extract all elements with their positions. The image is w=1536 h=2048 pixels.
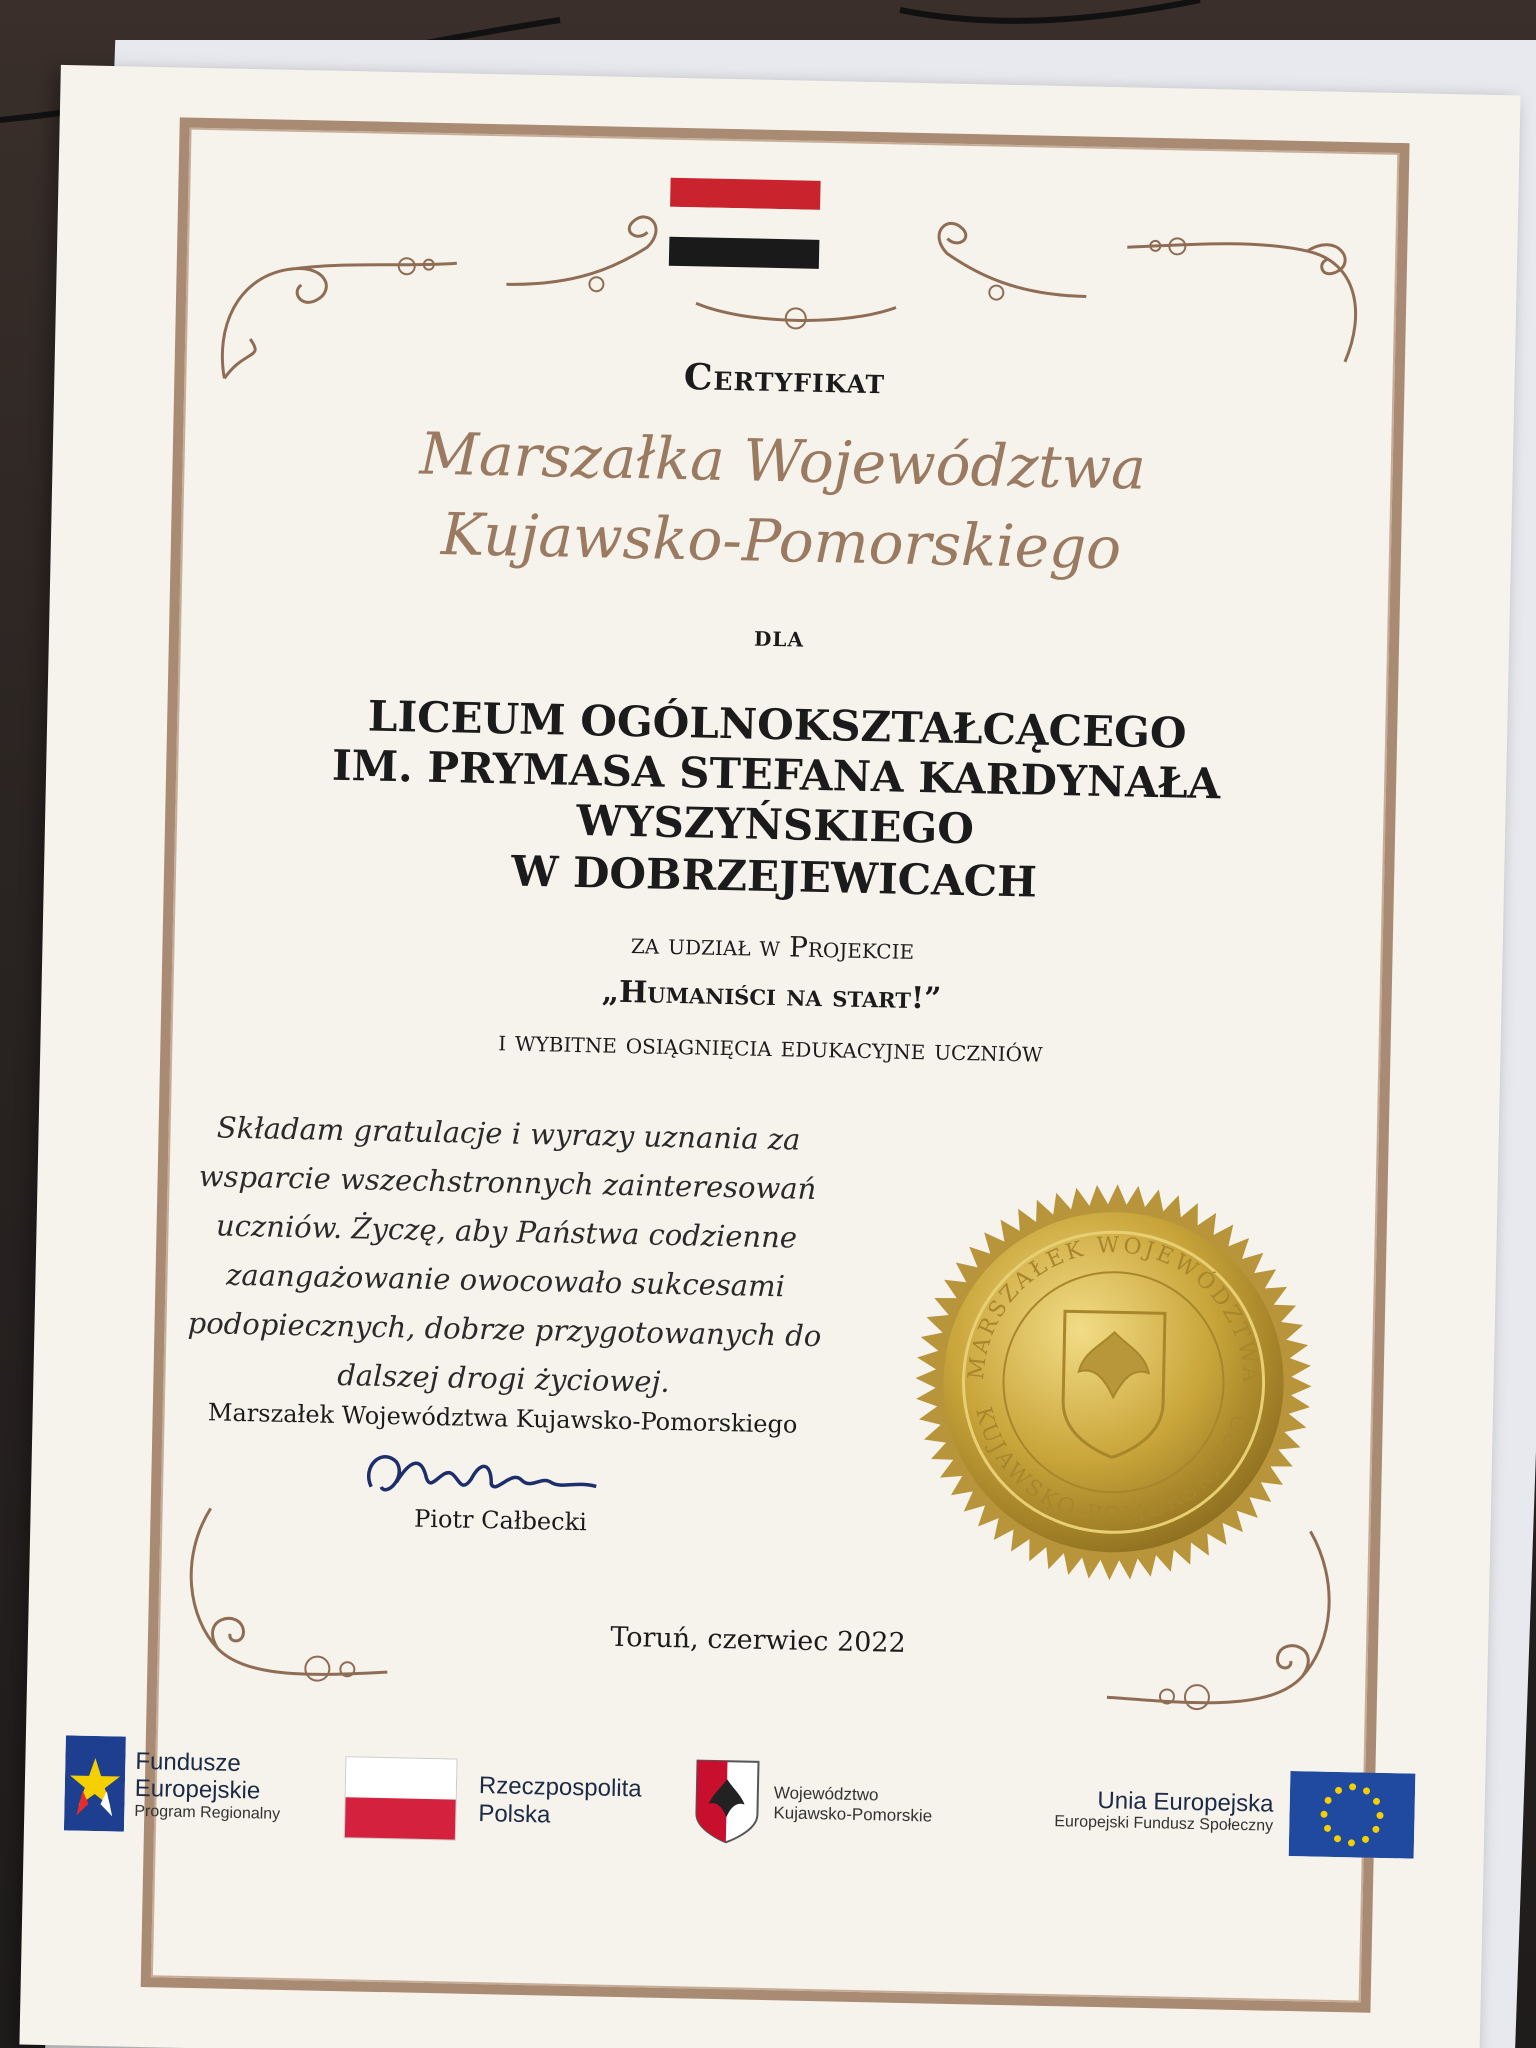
- project-name: „Humaniści na start!”: [601, 974, 942, 1017]
- wkp-line-2: Kujawsko-Pomorskie: [773, 1802, 933, 1826]
- letter-line: Składam gratulacje i wyrazy uznania za: [216, 1110, 801, 1157]
- place-and-date: Toruń, czerwiec 2022: [610, 1621, 907, 1659]
- school-name-line-3: WYSZYŃSKIEGO: [575, 795, 975, 854]
- achievements-text: i wybitne osiągnięcia edukacyjne uczniów: [497, 1024, 1044, 1069]
- fe-line-2: Europejskie: [134, 1775, 261, 1805]
- handwritten-signature: [351, 1436, 612, 1511]
- signatory-name: Piotr Całbecki: [413, 1504, 588, 1537]
- fe-line-3: Program Regionalny: [134, 1802, 281, 1823]
- fe-star-icon: [64, 1735, 126, 1831]
- signatory-title: Marszałek Województwa Kujawsko-Pomorskiego: [207, 1398, 798, 1439]
- fe-line-1: Fundusze: [135, 1747, 242, 1777]
- subtitle-line-1: Marszałka Województwa: [418, 419, 1147, 503]
- participation-text: za udział w Projekcie: [630, 927, 915, 966]
- school-name-line-2: IM. PRYMASA STEFANA KARDYNAŁA: [331, 740, 1221, 809]
- wkp-line-1: Województwo: [773, 1783, 879, 1805]
- congratulation-letter: [183, 1103, 829, 1410]
- gold-seal: [909, 1178, 1317, 1586]
- letter-line: podopiecznych, dobrze przygotowanych do: [187, 1305, 822, 1354]
- ue-line-1: Unia Europejska: [1097, 1786, 1274, 1818]
- seal-text-top: MARSZAŁEK WOJEWÓDZTWA: [964, 1232, 1263, 1387]
- certificate-title: Certyfikat: [683, 356, 886, 403]
- certificate-paper: [19, 65, 1520, 2048]
- rp-line-1: Rzeczpospolita: [478, 1772, 642, 1803]
- letter-line: wsparcie wszechstronnych zainteresowań: [198, 1159, 817, 1206]
- polish-flag-icon: [344, 1756, 458, 1840]
- school-name-line-1: LICEUM OGÓLNOKSZTAŁCĄCEGO: [367, 691, 1187, 758]
- seal-text-bottom: KUJAWSKO-POMORSKIEGO: [970, 1404, 1256, 1529]
- logo-unia-europejska: [1054, 1766, 1415, 1859]
- logo-fundusze-europejskie: [64, 1735, 282, 1834]
- logo-wojewodztwo-kujawsko-pomorskie: [694, 1759, 933, 1849]
- letter-line: dalszej drogi życiowej.: [336, 1358, 671, 1399]
- eu-flag-icon: [1288, 1771, 1415, 1859]
- logo-rzeczpospolita-polska: [344, 1756, 642, 1844]
- school-name-line-4: W DOBRZEJEWICACH: [510, 846, 1038, 907]
- regional-coat-of-arms-icon: [694, 1759, 761, 1845]
- letter-line: uczniów. Życzę, aby Państwa codzienne: [215, 1208, 798, 1255]
- ue-line-2: Europejski Fundusz Społeczny: [1054, 1813, 1274, 1835]
- for-label: dla: [753, 619, 805, 654]
- rp-line-2: Polska: [478, 1800, 551, 1829]
- letter-line: zaangażowanie owocowało sukcesami: [225, 1257, 786, 1304]
- subtitle-line-2: Kujawsko-Pomorskiego: [440, 500, 1122, 583]
